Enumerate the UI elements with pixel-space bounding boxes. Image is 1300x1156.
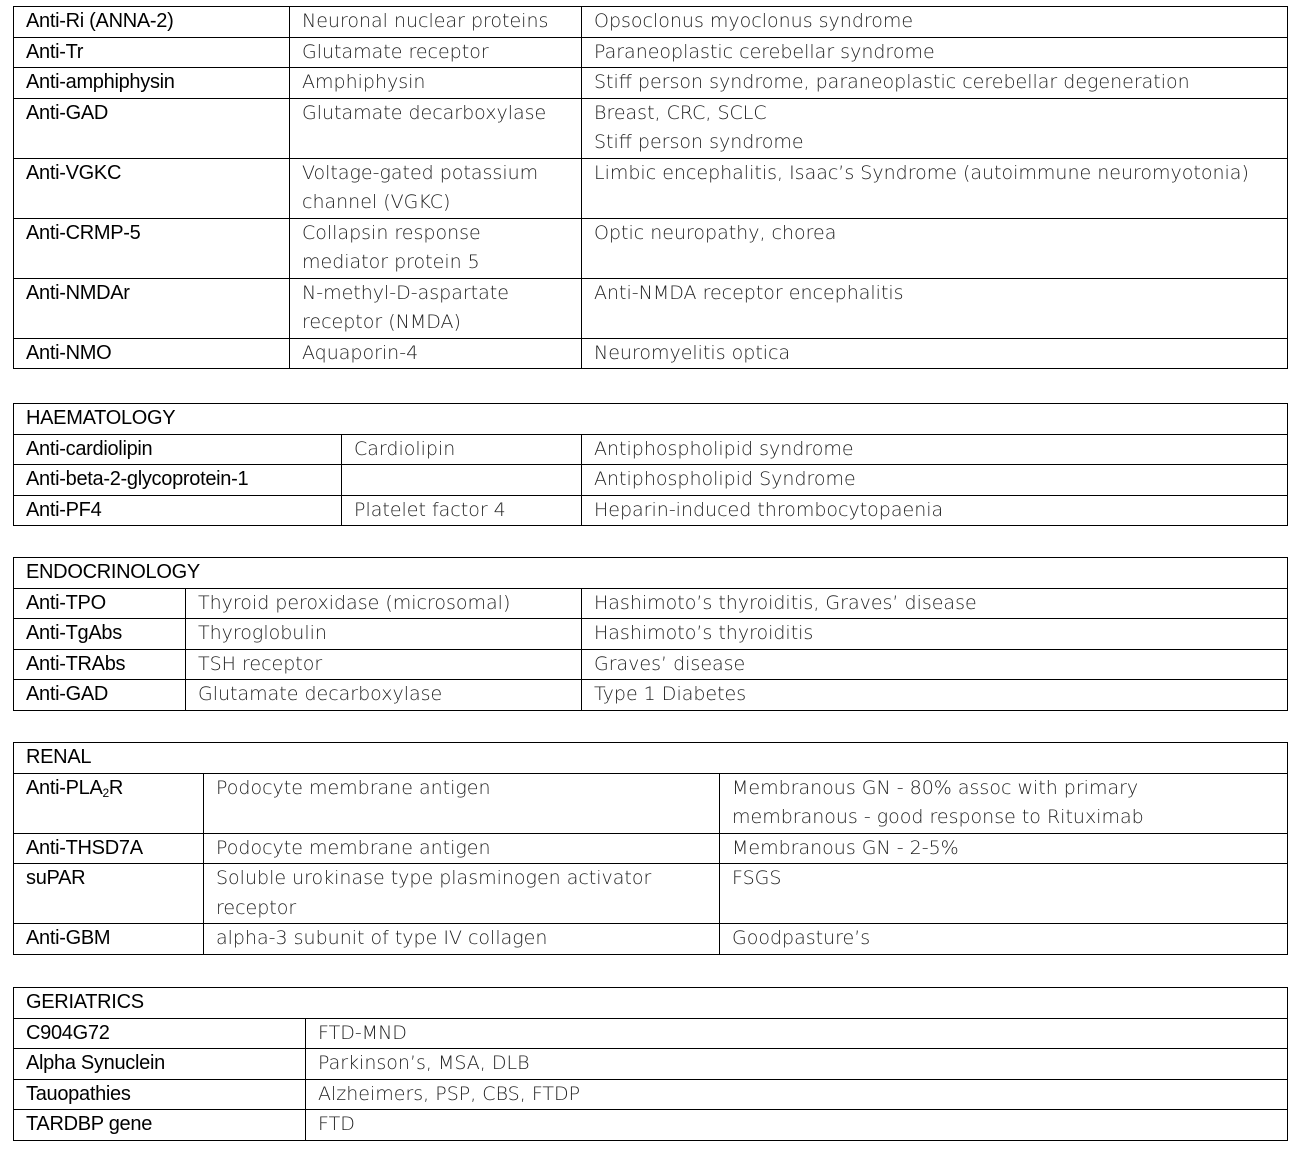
table-row xyxy=(14,1079,1288,1110)
antibody-name: Anti-PF4 xyxy=(14,495,342,526)
association: Antiphospholipid syndrome xyxy=(582,434,1288,465)
table-row xyxy=(14,98,1288,158)
antibody-name: Anti-NMDAr xyxy=(14,278,290,338)
antibody-name: Anti-THSD7A xyxy=(14,833,204,864)
association: Graves’ disease xyxy=(582,649,1288,680)
antigen-target: Thyroid peroxidase (microsomal) xyxy=(186,588,582,619)
antibody-name: Anti-Tr xyxy=(14,37,290,68)
section-title: ENDOCRINOLOGY xyxy=(14,558,1288,589)
antigen-target: Neuronal nuclear proteins xyxy=(290,7,582,38)
table-row xyxy=(14,864,1288,924)
table-row xyxy=(14,1018,1288,1049)
table-row xyxy=(14,1049,1288,1080)
table-row xyxy=(14,619,1288,650)
target-line: receptor xyxy=(216,896,297,919)
endocrinology-table xyxy=(13,557,1288,711)
section-title: GERIATRICS xyxy=(14,988,1288,1019)
table-header-row xyxy=(14,404,1288,435)
table-header-row xyxy=(14,558,1288,589)
association: Hashimoto’s thyroiditis, Graves’ disease xyxy=(582,588,1288,619)
antibody-name: Anti-VGKC xyxy=(14,158,290,218)
association: Hashimoto’s thyroiditis xyxy=(582,619,1288,650)
antigen-target: Amphiphysin xyxy=(290,68,582,99)
table-header-row xyxy=(14,988,1288,1019)
table-row xyxy=(14,495,1288,526)
table-row xyxy=(14,37,1288,68)
table-row xyxy=(14,773,1288,833)
association: Type 1 Diabetes xyxy=(582,680,1288,711)
association: Heparin-induced thrombocytopaenia xyxy=(582,495,1288,526)
antibody-name: Anti-NMO xyxy=(14,338,290,369)
association: Goodpasture’s xyxy=(720,924,1288,955)
association: Opsoclonus myoclonus syndrome xyxy=(582,7,1288,38)
haematology-table xyxy=(13,403,1288,526)
antigen-target xyxy=(290,158,582,218)
antigen-target: Platelet factor 4 xyxy=(342,495,582,526)
target-line: mediator protein 5 xyxy=(302,251,480,273)
antibody-name: Anti-Ri (ANNA-2) xyxy=(14,7,290,38)
association: Anti-NMDA receptor encephalitis xyxy=(582,278,1288,338)
antigen-target: Aquaporin-4 xyxy=(290,338,582,369)
table-row xyxy=(14,434,1288,465)
target-line: receptor (NMDA) xyxy=(302,311,461,333)
association: Parkinson’s, MSA, DLB xyxy=(306,1049,1288,1080)
association: Membranous GN - 2-5% xyxy=(720,833,1288,864)
table-row xyxy=(14,649,1288,680)
association: Antiphospholipid Syndrome xyxy=(582,465,1288,496)
target-line: Collapsin response xyxy=(302,221,481,244)
antibody-name: Anti-GAD xyxy=(14,680,186,711)
antibody-name: Anti-GBM xyxy=(14,924,204,955)
antigen-target: Glutamate decarboxylase xyxy=(186,680,582,711)
marker-name: C904G72 xyxy=(14,1018,306,1049)
table-row xyxy=(14,680,1288,711)
association: Optic neuropathy, chorea xyxy=(582,218,1288,278)
antigen-target: Glutamate receptor xyxy=(290,37,582,68)
association-line: Membranous GN - 80% assoc with primary xyxy=(732,776,1139,799)
association: Limbic encephalitis, Isaac’s Syndrome (autoimmune neuromyotonia) xyxy=(582,158,1288,218)
marker-name: TARDBP gene xyxy=(14,1110,306,1141)
antigen-target: Cardiolipin xyxy=(342,434,582,465)
association: FTD-MND xyxy=(306,1018,1288,1049)
antibody-name-subscript: 2 xyxy=(102,785,109,800)
association-line: membranous - good response to Rituximab xyxy=(732,806,1144,828)
table-row xyxy=(14,924,1288,955)
association: Alzheimers, PSP, CBS, FTDP xyxy=(306,1079,1288,1110)
section-title: RENAL xyxy=(14,743,1288,774)
antigen-target: Podocyte membrane antigen xyxy=(204,833,720,864)
association: Stiff person syndrome, paraneoplastic cerebellar degeneration xyxy=(582,68,1288,99)
section-title: HAEMATOLOGY xyxy=(14,404,1288,435)
table-row xyxy=(14,7,1288,38)
geriatrics-table xyxy=(13,987,1288,1141)
table-row xyxy=(14,68,1288,99)
antibody-name-prefix: Anti-PLA xyxy=(26,776,103,799)
table-row xyxy=(14,218,1288,278)
antibody-name: Anti-amphiphysin xyxy=(14,68,290,99)
antibody-name: Anti-TgAbs xyxy=(14,619,186,650)
table-row xyxy=(14,465,1288,496)
neurology-table xyxy=(13,6,1288,369)
table-row xyxy=(14,278,1288,338)
table-row xyxy=(14,158,1288,218)
target-line: Voltage-gated potassium xyxy=(302,161,539,184)
antigen-target: alpha-3 subunit of type IV collagen xyxy=(204,924,720,955)
target-line: channel (VGKC) xyxy=(302,191,451,213)
association-line: Stiff person syndrome xyxy=(594,131,804,153)
antibody-name: Anti-cardiolipin xyxy=(14,434,342,465)
table-row xyxy=(14,1110,1288,1141)
association: Neuromyelitis optica xyxy=(582,338,1288,369)
antigen-target: TSH receptor xyxy=(186,649,582,680)
target-line: N-methyl-D-aspartate xyxy=(302,281,509,304)
table-header-row xyxy=(14,743,1288,774)
table-row xyxy=(14,833,1288,864)
antibody-name xyxy=(14,773,204,833)
antibody-name: Anti-CRMP-5 xyxy=(14,218,290,278)
association-line: Breast, CRC, SCLC xyxy=(594,101,767,124)
target-line: Soluble urokinase type plasminogen activator xyxy=(216,867,652,889)
antibody-name: Anti-beta-2-glycoprotein-1 xyxy=(14,465,342,496)
antigen-target: Glutamate decarboxylase xyxy=(290,98,582,158)
antigen-target xyxy=(290,278,582,338)
association xyxy=(582,98,1288,158)
antibody-name: suPAR xyxy=(14,864,204,924)
association: FTD xyxy=(306,1110,1288,1141)
renal-table xyxy=(13,742,1288,955)
association: Paraneoplastic cerebellar syndrome xyxy=(582,37,1288,68)
marker-name: Alpha Synuclein xyxy=(14,1049,306,1080)
antigen-target: Podocyte membrane antigen xyxy=(204,773,720,833)
table-row xyxy=(14,338,1288,369)
association xyxy=(720,773,1288,833)
antibody-name: Anti-TRAbs xyxy=(14,649,186,680)
antibody-name: Anti-GAD xyxy=(14,98,290,158)
antibody-name: Anti-TPO xyxy=(14,588,186,619)
marker-name: Tauopathies xyxy=(14,1079,306,1110)
antigen-target: Thyroglobulin xyxy=(186,619,582,650)
antigen-target xyxy=(290,218,582,278)
antibody-name-suffix: R xyxy=(108,776,124,799)
table-row xyxy=(14,588,1288,619)
association: FSGS xyxy=(720,864,1288,924)
antigen-target xyxy=(204,864,720,924)
antigen-target xyxy=(342,465,582,496)
